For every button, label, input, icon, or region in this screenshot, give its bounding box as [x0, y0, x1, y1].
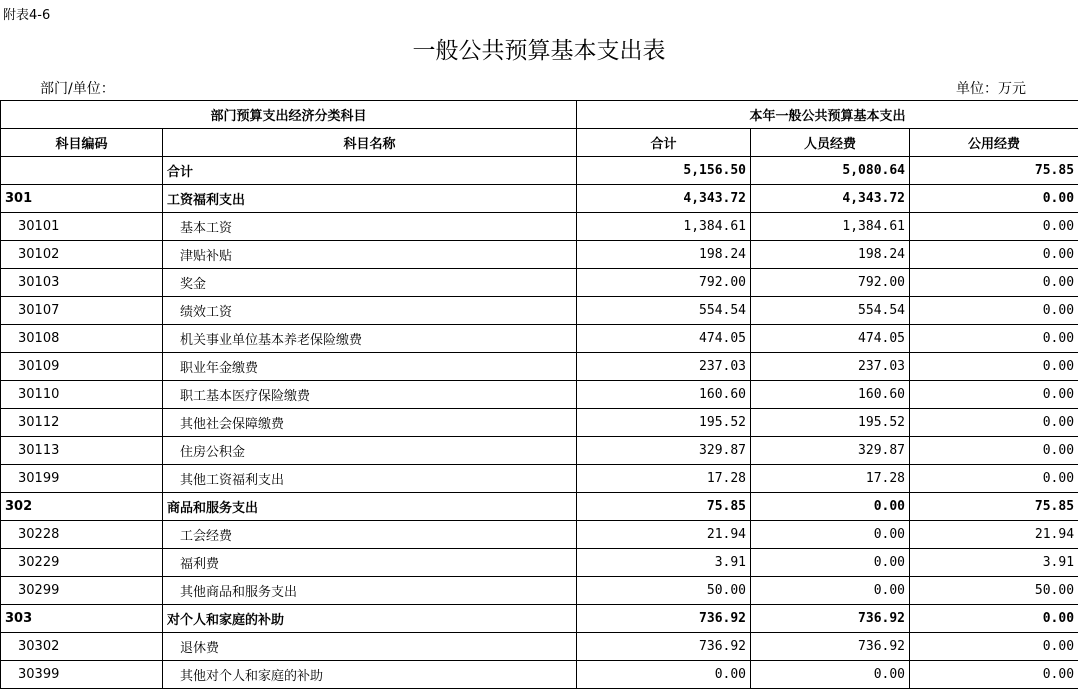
cell-public: 0.00	[910, 297, 1078, 325]
cell-personnel: 0.00	[751, 661, 910, 689]
cell-public: 0.00	[910, 605, 1078, 633]
cell-total: 195.52	[577, 409, 751, 437]
cell-total: 17.28	[577, 465, 751, 493]
cell-code: 30299	[1, 577, 163, 605]
table-row	[1, 661, 1078, 689]
cell-code: 302	[1, 493, 163, 521]
cell-code: 30107	[1, 297, 163, 325]
cell-personnel: 0.00	[751, 549, 910, 577]
header-group-left: 部门预算支出经济分类科目	[1, 101, 577, 129]
cell-name: 奖金	[163, 269, 577, 297]
cell-total: 5,156.50	[577, 157, 751, 185]
cell-public: 0.00	[910, 325, 1078, 353]
cell-personnel: 1,384.61	[751, 213, 910, 241]
cell-total: 329.87	[577, 437, 751, 465]
cell-total: 474.05	[577, 325, 751, 353]
cell-total: 736.92	[577, 633, 751, 661]
cell-public: 0.00	[910, 353, 1078, 381]
cell-code: 30199	[1, 465, 163, 493]
cell-public: 0.00	[910, 409, 1078, 437]
cell-code: 301	[1, 185, 163, 213]
unit-label: 单位：万元	[956, 81, 1026, 97]
cell-name: 其他商品和服务支出	[163, 577, 577, 605]
table-row	[1, 157, 1078, 185]
cell-total: 50.00	[577, 577, 751, 605]
cell-personnel: 0.00	[751, 493, 910, 521]
table-row	[1, 549, 1078, 577]
cell-name: 商品和服务支出	[163, 493, 577, 521]
cell-personnel: 0.00	[751, 521, 910, 549]
cell-personnel: 554.54	[751, 297, 910, 325]
table-row	[1, 353, 1078, 381]
cell-code: 30110	[1, 381, 163, 409]
cell-name: 福利费	[163, 549, 577, 577]
header-column-row	[1, 129, 1078, 157]
cell-personnel: 736.92	[751, 605, 910, 633]
table-row	[1, 241, 1078, 269]
header-group-row	[1, 101, 1078, 129]
table-row	[1, 437, 1078, 465]
cell-name: 绩效工资	[163, 297, 577, 325]
cell-name: 津贴补贴	[163, 241, 577, 269]
cell-public: 0.00	[910, 381, 1078, 409]
cell-code	[1, 157, 163, 185]
cell-total: 554.54	[577, 297, 751, 325]
cell-personnel: 792.00	[751, 269, 910, 297]
cell-name: 其他工资福利支出	[163, 465, 577, 493]
table-row	[1, 325, 1078, 353]
header-group-right: 本年一般公共预算基本支出	[577, 101, 1078, 129]
cell-code: 303	[1, 605, 163, 633]
table-row	[1, 213, 1078, 241]
cell-name: 对个人和家庭的补助	[163, 605, 577, 633]
table-row	[1, 633, 1078, 661]
cell-name: 职业年金缴费	[163, 353, 577, 381]
cell-name: 其他对个人和家庭的补助	[163, 661, 577, 689]
cell-code: 30399	[1, 661, 163, 689]
cell-code: 30108	[1, 325, 163, 353]
cell-total: 0.00	[577, 661, 751, 689]
cell-personnel: 195.52	[751, 409, 910, 437]
cell-public: 0.00	[910, 241, 1078, 269]
cell-public: 0.00	[910, 437, 1078, 465]
table-row	[1, 605, 1078, 633]
cell-code: 30102	[1, 241, 163, 269]
table-row	[1, 493, 1078, 521]
table-row	[1, 521, 1078, 549]
header-name: 科目名称	[163, 129, 577, 157]
cell-personnel: 5,080.64	[751, 157, 910, 185]
cell-personnel: 237.03	[751, 353, 910, 381]
page-title: 一般公共预算基本支出表	[412, 38, 666, 64]
header-total: 合计	[577, 129, 751, 157]
cell-name: 住房公积金	[163, 437, 577, 465]
cell-code: 30101	[1, 213, 163, 241]
cell-public: 3.91	[910, 549, 1078, 577]
cell-personnel: 329.87	[751, 437, 910, 465]
cell-total: 792.00	[577, 269, 751, 297]
attachment-label: 附表4-6	[3, 8, 51, 23]
cell-total: 198.24	[577, 241, 751, 269]
cell-public: 0.00	[910, 465, 1078, 493]
cell-total: 1,384.61	[577, 213, 751, 241]
cell-total: 237.03	[577, 353, 751, 381]
cell-total: 4,343.72	[577, 185, 751, 213]
cell-name: 工资福利支出	[163, 185, 577, 213]
cell-public: 0.00	[910, 185, 1078, 213]
cell-name: 机关事业单位基本养老保险缴费	[163, 325, 577, 353]
cell-public: 75.85	[910, 157, 1078, 185]
cell-total: 3.91	[577, 549, 751, 577]
cell-code: 30229	[1, 549, 163, 577]
cell-personnel: 4,343.72	[751, 185, 910, 213]
cell-personnel: 0.00	[751, 577, 910, 605]
budget-table	[0, 100, 1078, 689]
cell-public: 0.00	[910, 213, 1078, 241]
cell-code: 30103	[1, 269, 163, 297]
department-label: 部门/单位：	[40, 81, 115, 97]
cell-public: 50.00	[910, 577, 1078, 605]
cell-public: 0.00	[910, 633, 1078, 661]
cell-name: 职工基本医疗保险缴费	[163, 381, 577, 409]
table-row	[1, 409, 1078, 437]
header-personnel: 人员经费	[751, 129, 910, 157]
cell-name: 退休费	[163, 633, 577, 661]
table-row	[1, 297, 1078, 325]
cell-personnel: 736.92	[751, 633, 910, 661]
cell-code: 30228	[1, 521, 163, 549]
cell-personnel: 198.24	[751, 241, 910, 269]
cell-name: 工会经费	[163, 521, 577, 549]
cell-public: 75.85	[910, 493, 1078, 521]
table-row	[1, 269, 1078, 297]
cell-total: 160.60	[577, 381, 751, 409]
table-row	[1, 185, 1078, 213]
table-row	[1, 577, 1078, 605]
cell-name: 基本工资	[163, 213, 577, 241]
cell-code: 30302	[1, 633, 163, 661]
header-code: 科目编码	[1, 129, 163, 157]
cell-code: 30113	[1, 437, 163, 465]
cell-total: 736.92	[577, 605, 751, 633]
cell-public: 21.94	[910, 521, 1078, 549]
cell-total: 75.85	[577, 493, 751, 521]
cell-personnel: 17.28	[751, 465, 910, 493]
cell-code: 30112	[1, 409, 163, 437]
table-row	[1, 465, 1078, 493]
header-public: 公用经费	[910, 129, 1078, 157]
cell-personnel: 160.60	[751, 381, 910, 409]
cell-name: 合计	[163, 157, 577, 185]
cell-name: 其他社会保障缴费	[163, 409, 577, 437]
cell-public: 0.00	[910, 661, 1078, 689]
cell-code: 30109	[1, 353, 163, 381]
cell-public: 0.00	[910, 269, 1078, 297]
cell-personnel: 474.05	[751, 325, 910, 353]
table-row	[1, 381, 1078, 409]
cell-total: 21.94	[577, 521, 751, 549]
